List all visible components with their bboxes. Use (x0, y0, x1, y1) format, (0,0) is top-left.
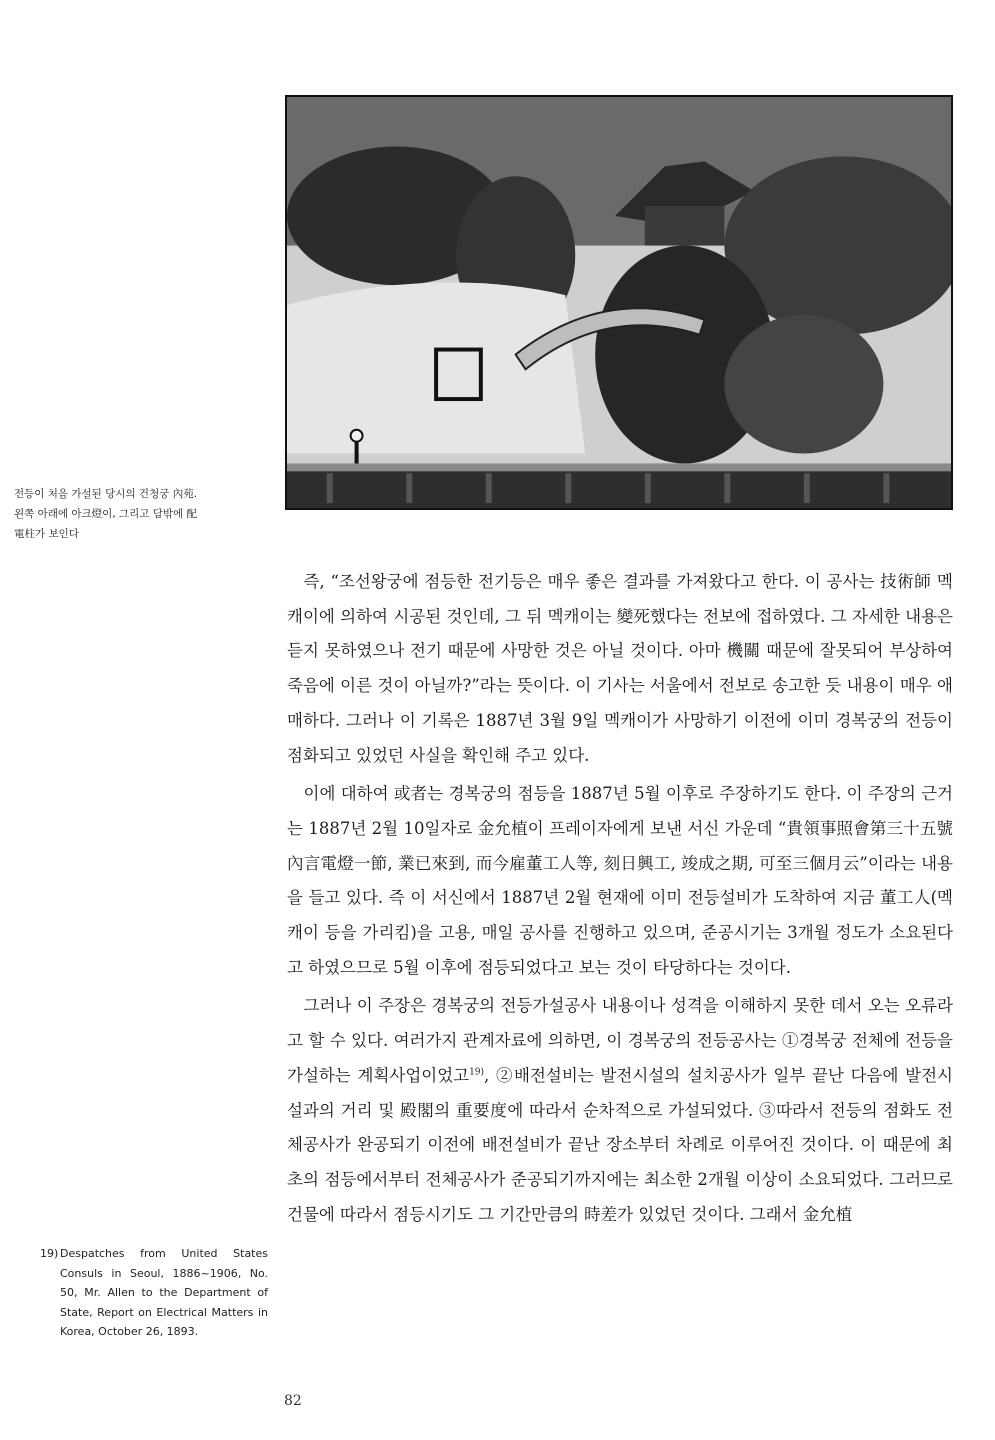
paragraph-text: 그러나 이 주장은 경복궁의 전등가설공사 내용이나 성격을 이해하지 못한 데서 오는 오류라고 할 수 있다. 여러가지 관계자료에 의하면, 이 경복궁의 전등공사는 ①경복궁 전체에 전등을 가설하는 계획사업이었고 (287, 996, 953, 1085)
body-text (287, 565, 953, 1232)
footnote-reference[interactable]: 19) (469, 1067, 485, 1078)
paragraph: 즉, “조선왕궁에 점등한 전기등은 매우 좋은 결과를 가져왔다고 한다. 이 공사는 技術師 멕캐이에 의하여 시공된 것인데, 그 뒤 멕캐이는 變死했다는 전보에 접하였다. 그 자세한 내용은 듣지 못하였으나 전기 때문에 사망한 것은 아닐 것이다. 아마 機關 때문에 잘못되어 부상하여 죽음에 이른 것이 아닐까?”라는 뜻이다. 이 기사는 서울에서 전보로 송고한 듯 내용이 매우 애매하다. 그러나 이 기록은 1887년 3월 9일 멕캐이가 사망하기 이전에 이미 경복궁의 전등이 점화되고 있었던 사실을 확인해 주고 있다. (287, 572, 953, 765)
paragraph-text: , ②배전설비는 발전시설의 설치공사가 일부 끝난 다음에 발전시설과의 거리 및 殿閣의 重要度에 따라서 순차적으로 가설되었다. ③따라서 전등의 점화도 전체공사가 완공되기 이전에 배전설비가 끝난 장소부터 차례로 이루어진 것이다. 이 때문에 최초의 점등에서부터 전체공사가 준공되기까지에는 최소한 2개월 이상이 소요되었다. 그러므로 건물에 따라서 점등시기도 그 기간만큼의 時差가 있었던 것이다. 그래서 金允植 (287, 1065, 953, 1224)
footnote-number: 19) (40, 1247, 59, 1260)
paragraph: 이에 대하여 或者는 경복궁의 점등을 1887년 5월 이후로 주장하기도 한다. 이 주장의 근거는 1887년 2월 10일자로 金允植이 프레이자에게 보낸 서신 가운데 “貴領事照會第三十五號內言電燈一節, 業已來到, 而今雇董工人等, 刻日興工, 竣成之期, 可至三個月云”이라는 내용을 들고 있다. 즉 이 서신에서 1887년 2월 현재에 이미 전등설비가 도착하여 지금 董工人(멕캐이 등을 가리킴)을 고용, 매일 공사를 진행하고 있으며, 준공시기는 3개월 정도가 소요된다고 하였으므로 5월 이후에 점등되었다고 보는 것이 타당하다는 것이다. (287, 784, 953, 977)
historical-photograph (285, 95, 953, 510)
caption-line: 왼쪽 아래에 아크燈이, 그리고 담밖에 配 (14, 508, 198, 520)
page-number: 82 (284, 1393, 302, 1409)
paragraph (287, 989, 953, 1232)
caption-line: 電柱가 보인다 (14, 528, 79, 540)
photograph-illustration (287, 97, 951, 508)
footnote (40, 1244, 268, 1342)
footnote-text: Despatches from United States Consuls in Seoul, 1886~1906, No. 50, Mr. Allen to the Department of State, Report on Electrical Matters in Korea, October 26, 1893. (60, 1247, 268, 1338)
photo-caption (14, 484, 276, 544)
caption-line: 전등이 처음 가설된 당시의 건청궁 內苑. (14, 488, 198, 500)
